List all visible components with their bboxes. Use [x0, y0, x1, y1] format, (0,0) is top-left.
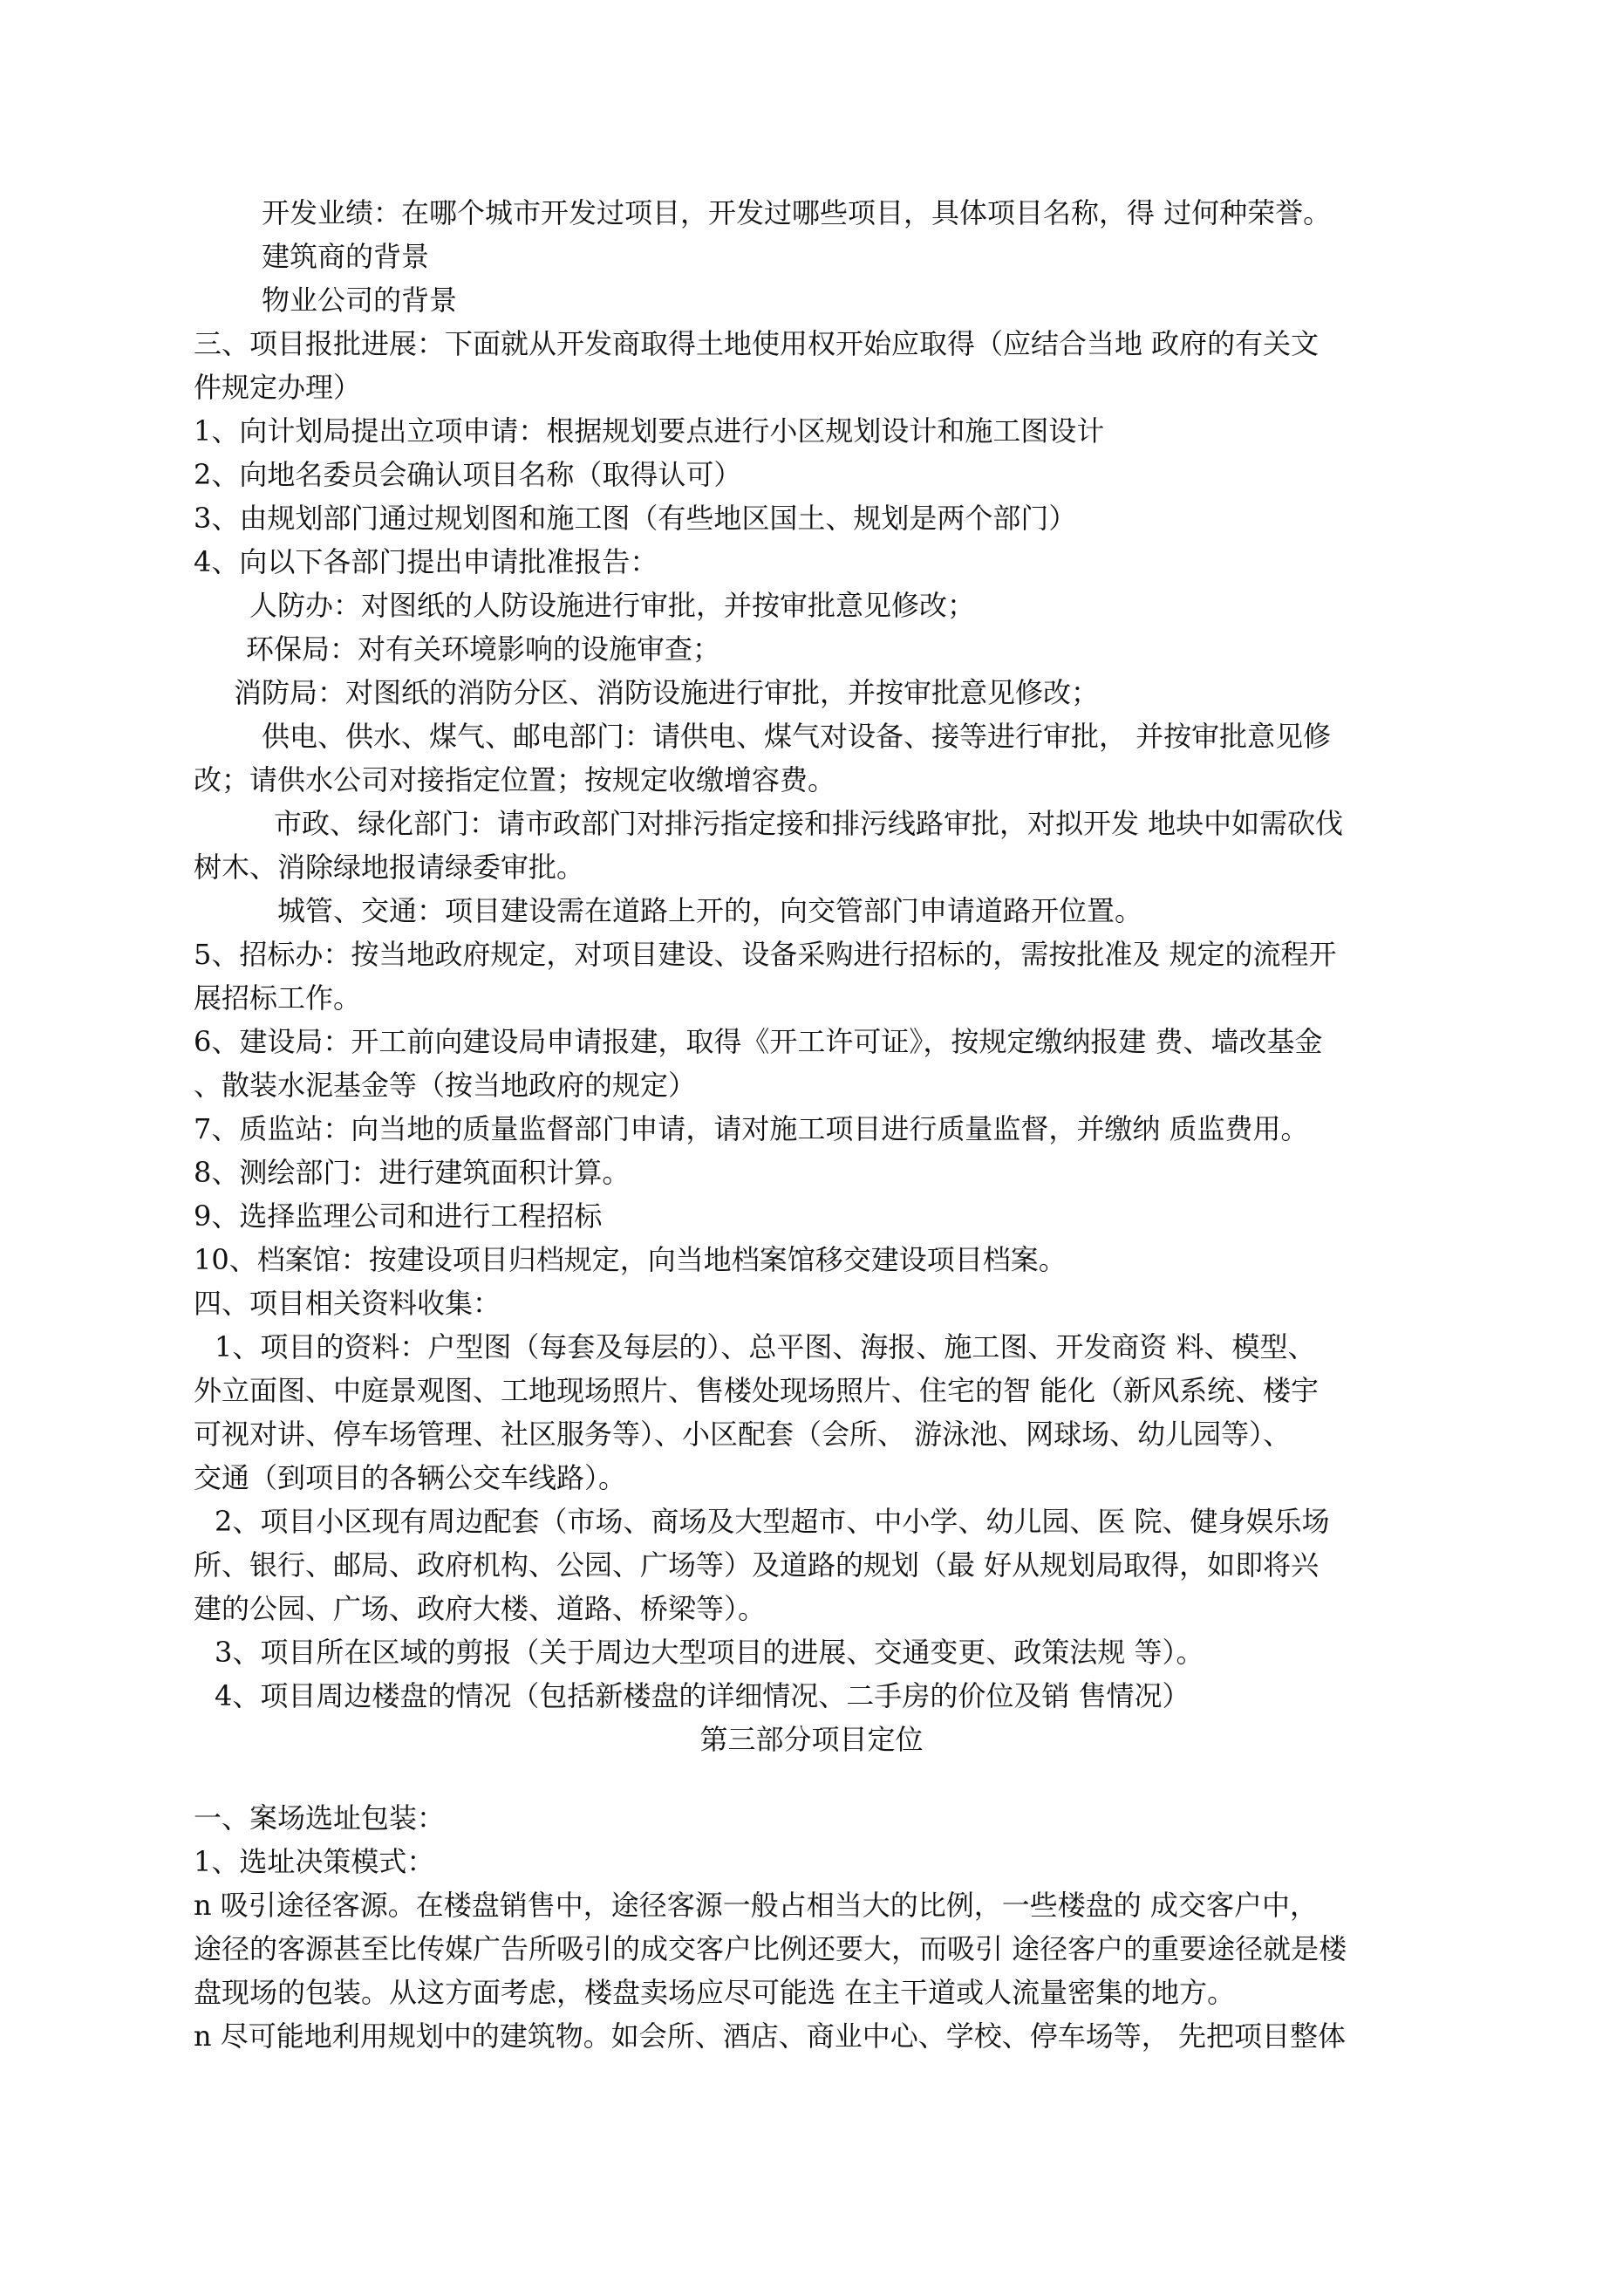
text-line-33: 建的公园、广场、政府大楼、道路、桥梁等）。 — [194, 1592, 767, 1625]
bullet-item-1: n 吸引途径客源。在楼盘销售中，途径客源一般占相当大的比例，一些楼盘的 成交客户中， — [194, 1889, 1318, 1922]
text-line-12: 消防局：对图纸的消防分区、消防设施进行审批，并按审批意见修改； — [234, 676, 1100, 709]
sub-item-2: 2、项目小区现有周边配套（市场、商场及大型超市、中小学、幼儿园、医 院、健身娱乐场 — [215, 1505, 1330, 1538]
text-line-13: 供电、供水、煤气、邮电部门：请供电、煤气对设备、接等进行审批， 并按审批意见修 — [262, 720, 1332, 753]
list-item-9: 9、选择监理公司和进行工程招标 — [194, 1199, 603, 1233]
text-line-16: 树木、消除绿地报请绿委审批。 — [194, 851, 585, 884]
text-line-11: 环保局：对有关环境影响的设施审查； — [246, 632, 721, 666]
part-three-title: 第三部分项目定位 — [699, 1723, 924, 1756]
text-line-21: 、散装水泥基金等（按当地政府的规定） — [194, 1069, 697, 1102]
text-line-29: 可视对讲、停车场管理、社区服务等）、小区配套（会所、 游泳池、网球场、幼儿园等）、 — [194, 1418, 1292, 1451]
text-line-2: 建筑商的背景 — [262, 240, 430, 273]
text-line-30: 交通（到项目的各辆公交车线路）。 — [194, 1461, 627, 1494]
list-item-3: 3、由规划部门通过规划图和施工图（有些地区国土、规划是两个部门） — [194, 502, 1077, 535]
bullet-item-2: n 尽可能地利用规划中的建筑物。如会所、酒店、商业中心、学校、停车场等， 先把项目整体 — [194, 2019, 1346, 2053]
list-item-1: 1、向计划局提出立项申请：根据规划要点进行小区规划设计和施工图设计 — [194, 414, 1105, 448]
section-heading-3: 三、项目报批进展：下面就从开发商取得土地使用权开始应取得（应结合当地 政府的有关文 — [194, 327, 1320, 360]
text-line-41: 盘现场的包装。从这方面考虑，楼盘卖场应尽可能选 在主干道或人流量密集的地方。 — [194, 1976, 1236, 2009]
text-line-40: 途径的客源甚至比传媒广告所吸引的成交客户比例还要大，而吸引 途径客户的重要途径就是楼 — [194, 1932, 1347, 1965]
text-line-5: 件规定办理） — [194, 371, 362, 404]
sub-item-4: 4、项目周边楼盘的情况（包括新楼盘的详细情况、二手房的价位及销 售情况） — [215, 1679, 1190, 1712]
list-item-4: 4、向以下各部门提出申请批准报告： — [194, 545, 658, 578]
text-line-10: 人防办：对图纸的人防设施进行审批，并按审批意见修改； — [249, 589, 976, 622]
list-item-6: 6、建设局：开工前向建设局申请报建，取得《开工许可证》，按规定缴纳报建 费、墙改基金 — [194, 1025, 1323, 1058]
text-line-19: 展招标工作。 — [194, 981, 362, 1015]
sub-item-3: 3、项目所在区域的剪报（关于周边大型项目的进展、交通变更、政策法规 等）。 — [215, 1636, 1204, 1669]
list-item-8: 8、测绘部门：进行建筑面积计算。 — [194, 1156, 631, 1189]
text-line-38: 1、选址决策模式： — [194, 1845, 435, 1878]
list-item-5: 5、招标办：按当地政府规定，对项目建设、设备采购进行招标的，需按批准及 规定的流程开 — [194, 938, 1337, 971]
list-item-7: 7、质监站：向当地的质量监督部门申请，请对施工项目进行质量监督，并缴纳 质监费用。 — [194, 1112, 1309, 1145]
text-line-3: 物业公司的背景 — [262, 284, 458, 317]
text-line-32: 所、银行、邮局、政府机构、公园、广场等）及道路的规划（最 好从规划局取得，如即将兴 — [194, 1548, 1320, 1582]
text-line-1: 开发业绩：在哪个城市开发过项目，开发过哪些项目，具体项目名称，得 过何种荣誉。 — [262, 196, 1332, 229]
sub-item-1: 1、项目的资料：户型图（每套及每层的）、总平图、海报、施工图、开发商资 料、模型、 — [215, 1330, 1316, 1363]
text-line-28: 外立面图、中庭景观图、工地现场照片、售楼处现场照片、住宅的智 能化（新风系统、楼宇 — [194, 1374, 1320, 1407]
list-item-2: 2、向地名委员会确认项目名称（取得认可） — [194, 458, 742, 491]
section-heading-4: 四、项目相关资料收集： — [194, 1287, 501, 1320]
text-line-17: 城管、交通：项目建设需在道路上开的，向交管部门申请道路开位置。 — [277, 894, 1143, 927]
text-line-15: 市政、绿化部门：请市政部门对排污指定接和排污线路审批，对拟开发 地块中如需砍伐 — [274, 807, 1344, 840]
list-item-10: 10、档案馆：按建设项目归档规定，向当地档案馆移交建设项目档案。 — [194, 1243, 1067, 1276]
text-line-14: 改；请供水公司对接指定位置；按规定收缴增容费。 — [194, 763, 836, 796]
section-heading-1: 一、案场选址包装： — [194, 1801, 446, 1835]
